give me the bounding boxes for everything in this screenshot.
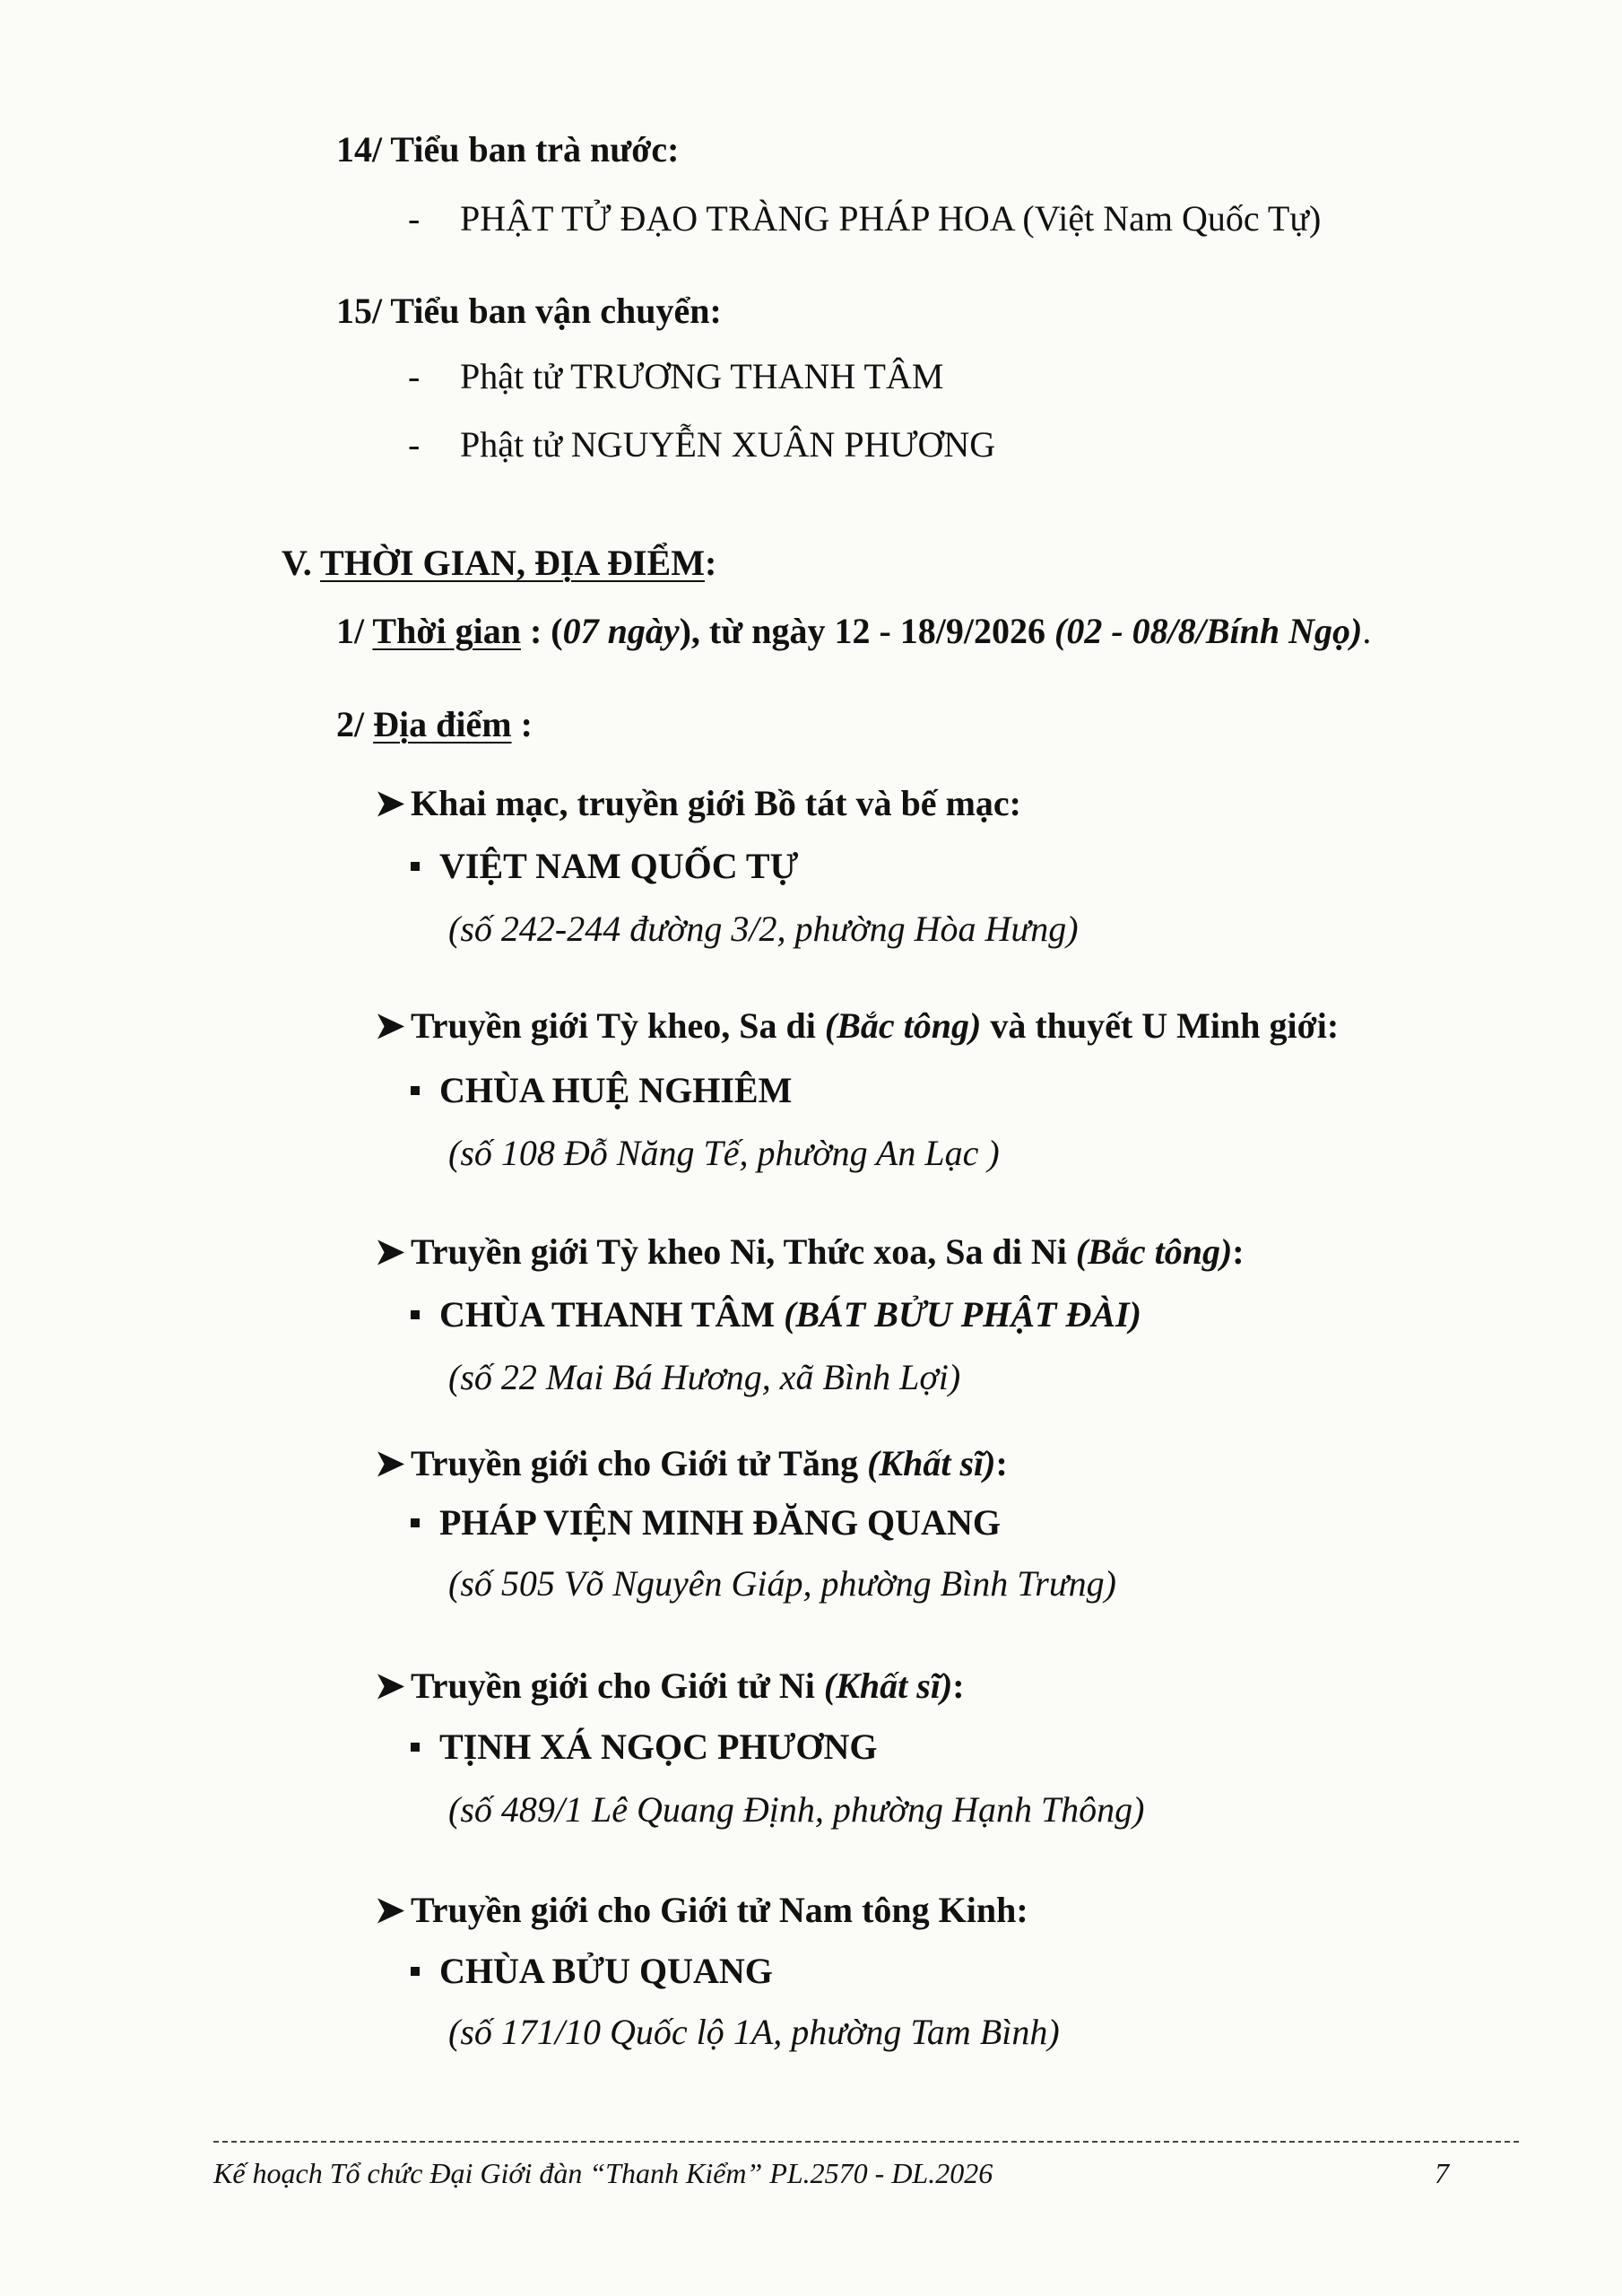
venue-name: PHÁP VIỆN MINH ĐĂNG QUANG bbox=[411, 1501, 1001, 1544]
venue-name: CHÙA BỬU QUANG bbox=[411, 1950, 773, 1993]
place-label: Địa điểm bbox=[373, 704, 512, 744]
venue-address: (số 489/1 Lê Quang Định, phường Hạnh Thông) bbox=[448, 1789, 1145, 1830]
venue-heading: ➤ Truyền giới cho Giới tử Ni (Khất sĩ): bbox=[375, 1665, 965, 1706]
section-14-item bbox=[408, 197, 1321, 240]
arrow-bullet-icon: ➤ bbox=[375, 783, 405, 823]
venue-heading: ➤ Truyền giới Tỳ kheo, Sa di (Bắc tông) và thuyết U Minh giới: bbox=[375, 1005, 1340, 1046]
venue-address: (số 171/10 Quốc lộ 1A, phường Tam Bình) bbox=[448, 2012, 1060, 2052]
square-bullet-icon bbox=[411, 1743, 420, 1752]
venue-name: VIỆT NAM QUỐC TỰ bbox=[411, 845, 798, 888]
section-15-item bbox=[408, 355, 943, 398]
item-text: Phật tử NGUYỄN XUÂN PHƯƠNG bbox=[460, 424, 996, 465]
footer-title: Kế hoạch Tổ chức Đại Giới đàn “Thanh Kiểm” PL.2570 - DL.2026 bbox=[213, 2157, 993, 2189]
dash-bullet: - bbox=[408, 424, 421, 465]
section-v-title: THỜI GIAN, ĐỊA ĐIỂM bbox=[320, 543, 705, 583]
item-text: Phật tử TRƯƠNG THANH TÂM bbox=[460, 356, 944, 396]
place-line: 2/ Địa điểm : bbox=[336, 704, 533, 744]
square-bullet-icon bbox=[411, 1086, 420, 1095]
dash-bullet: - bbox=[408, 198, 421, 239]
square-bullet-icon bbox=[411, 1310, 420, 1319]
venue-heading: ➤ Truyền giới cho Giới tử Tăng (Khất sĩ): bbox=[375, 1443, 1008, 1483]
arrow-bullet-icon: ➤ bbox=[375, 1231, 405, 1272]
venue-name: CHÙA HUỆ NGHIÊM bbox=[411, 1069, 792, 1112]
venue-heading: ➤ Truyền giới Tỳ kheo Ni, Thức xoa, Sa di Ni (Bắc tông): bbox=[375, 1231, 1245, 1272]
venue-heading: ➤ Khai mạc, truyền giới Bồ tát và bế mạc: bbox=[375, 783, 1021, 823]
square-bullet-icon bbox=[411, 862, 420, 871]
venue-address: (số 108 Đỗ Năng Tế, phường An Lạc ) bbox=[448, 1133, 1000, 1173]
section-15-heading: 15/ Tiểu ban vận chuyển: bbox=[336, 291, 722, 331]
venue-heading: ➤ Truyền giới cho Giới tử Nam tông Kinh: bbox=[375, 1890, 1028, 1930]
item-text: PHẬT TỬ ĐẠO TRÀNG PHÁP HOA (Việt Nam Quốc Tự) bbox=[460, 198, 1322, 239]
time-label: Thời gian bbox=[372, 611, 521, 651]
arrow-bullet-icon: ➤ bbox=[375, 1890, 405, 1930]
arrow-bullet-icon: ➤ bbox=[375, 1665, 405, 1706]
time-line: 1/ Thời gian : (07 ngày), từ ngày 12 - 18/9/2026 (02 - 08/8/Bính Ngọ). bbox=[336, 611, 1372, 651]
section-v-number: V. bbox=[282, 543, 321, 583]
page-number: 7 bbox=[1435, 2157, 1449, 2189]
venue-address: (số 505 Võ Nguyên Giáp, phường Bình Trưng) bbox=[448, 1563, 1116, 1604]
venue-name: CHÙA THANH TÂM (BÁT BỬU PHẬT ĐÀI) bbox=[411, 1293, 1141, 1336]
dash-bullet: - bbox=[408, 356, 421, 396]
square-bullet-icon bbox=[411, 1518, 420, 1527]
section-14-heading: 14/ Tiểu ban trà nước: bbox=[336, 129, 680, 170]
arrow-bullet-icon: ➤ bbox=[375, 1005, 405, 1046]
venue-address: (số 242-244 đường 3/2, phường Hòa Hưng) bbox=[448, 909, 1079, 949]
square-bullet-icon bbox=[411, 1967, 420, 1976]
footer-divider bbox=[213, 2141, 1519, 2143]
venue-address: (số 22 Mai Bá Hương, xã Bình Lợi) bbox=[448, 1357, 961, 1397]
section-15-item bbox=[408, 423, 995, 466]
section-v-heading: V. THỜI GIAN, ĐỊA ĐIỂM: bbox=[282, 543, 717, 583]
venue-name: TỊNH XÁ NGỌC PHƯƠNG bbox=[411, 1726, 878, 1769]
arrow-bullet-icon: ➤ bbox=[375, 1443, 405, 1483]
